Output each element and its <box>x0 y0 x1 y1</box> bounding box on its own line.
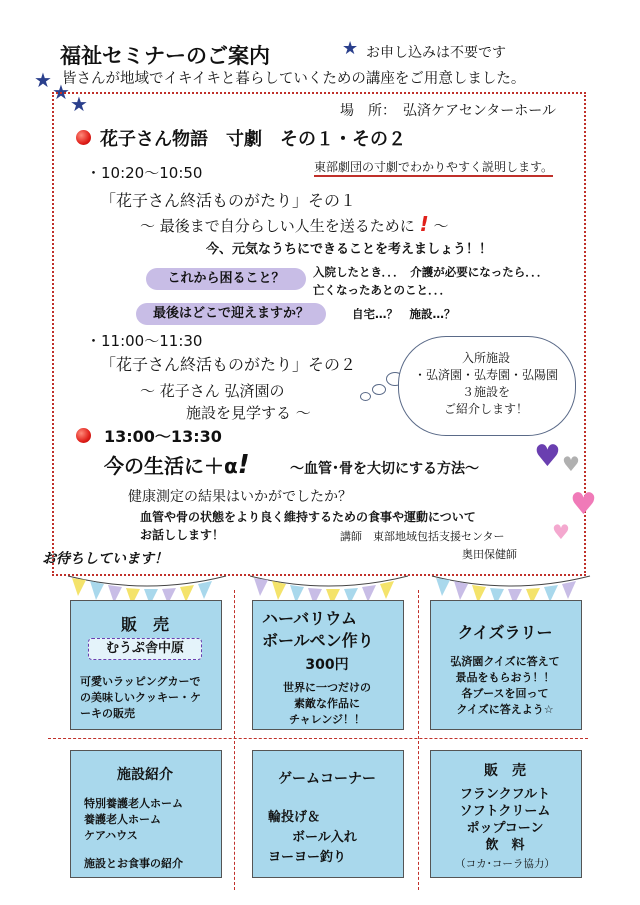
red-ball-icon <box>76 428 91 443</box>
time-1: ・10:20～10:50 <box>86 164 203 182</box>
booth-description: 特別養護老人ホーム 養護老人ホーム ケアハウス 施設とお食事の紹介 <box>84 797 183 870</box>
program2-title: 今の生活に＋α! <box>104 450 250 480</box>
program2-desc-2: お話しします！ <box>140 528 225 542</box>
no-application-note: お申し込みは不要です <box>366 45 506 61</box>
thought-bubble-dot <box>360 392 371 401</box>
divider-line <box>234 590 235 890</box>
booth-title: 販 売 <box>120 615 169 634</box>
star-icon: ★ <box>34 68 52 92</box>
lecturer-line-1: 講師 東部地域包括支援センター <box>340 530 505 543</box>
page-title: 福祉セミナーのご案内 <box>60 44 270 68</box>
play1-subtitle: ～ 最後まで自分らしい人生を送るために ! ～ <box>140 212 449 236</box>
red-ball-icon <box>76 130 91 145</box>
play1-title: 「花子さん終活ものがたり」その１ <box>100 191 357 210</box>
booth-title: クイズラリー <box>457 623 553 642</box>
booth-vendor: むうぷ舎中原 <box>88 638 202 660</box>
star-icon: ★ <box>70 92 88 116</box>
program1-note: 東部劇団の寸劇でわかりやすく説明します。 <box>314 158 553 177</box>
q2-answer: 自宅…？ 施設…？ <box>352 307 456 321</box>
booth-description: 弘済園クイズに答えて 景品をもらおう！！ 各ブースを回って クイズに答えよう☆ <box>450 655 560 716</box>
star-icon: ★ <box>342 38 359 59</box>
booth-description: 世界に一つだけの 素敵な作品に チャレンジ！！ <box>283 681 371 726</box>
heart-icon: ♥ <box>534 439 561 474</box>
heart-icon: ♥ <box>562 452 580 476</box>
venue: 場 所： 弘済ケアセンターホール <box>340 103 557 119</box>
intro-text: 皆さんが地域でイキイキと暮らしていくための講座をご用意しました。 <box>62 71 526 87</box>
booth-description: 輪投げ＆ ボール入れ ヨーヨー釣り <box>268 810 357 865</box>
program2-subtitle: ～血管･骨を大切にする方法～ <box>290 461 479 477</box>
booth-note: （コカ･コーラ協力） <box>455 858 555 870</box>
q1-answer-2: 亡くなったあとのこと．．． <box>313 283 451 297</box>
booth-description: 可愛いラッピングカーで の美味しいクッキー・ケ ーキの販売 <box>80 675 201 720</box>
booth-description: フランクフルト ソフトクリーム ポップコーン 飲 料 <box>459 787 551 853</box>
waiting-message: お待ちしています！ <box>42 551 168 567</box>
program1-title: 花子さん物語 寸劇 その１・その２ <box>100 129 406 150</box>
divider-line <box>48 738 588 739</box>
play2-subtitle-2: 施設を見学する ～ <box>186 404 311 422</box>
exclamation-icon: ! <box>237 450 250 480</box>
play2-title: 「花子さん終活ものがたり」その２ <box>100 355 357 374</box>
play2-subtitle-1: ～ 花子さん 弘済園の <box>140 382 285 400</box>
lecturer-line-2: 奥田保健師 <box>462 548 517 561</box>
heart-icon: ♥ <box>570 487 597 522</box>
thought-bubble-dot <box>372 384 386 395</box>
booth-title: 販 売 <box>484 763 526 779</box>
program2-question: 健康測定の結果はいかがでしたか？ <box>128 489 352 505</box>
question-pill-2: 最後はどこで迎えますか？ <box>136 303 326 325</box>
booth-title: 施設紹介 <box>117 767 173 783</box>
time-2: ・11:00～11:30 <box>86 332 203 350</box>
star-icon: ★ <box>52 80 70 104</box>
program2-desc-1: 血管や骨の状態をより良く維持するための食事や運動について <box>140 510 476 524</box>
cloud-text: 入所施設 ・弘済園・弘寿園・弘陽園 ３施設を ご紹介します！ <box>413 351 558 416</box>
play1-message: 今、元気なうちにできることを考えましょう！！ <box>206 242 493 257</box>
booth-title: ゲームコーナー <box>278 771 376 787</box>
program2-time: 13:00～13:30 <box>104 427 222 446</box>
exclamation-icon: ! <box>419 212 429 236</box>
booth-price: 300円 <box>305 657 349 673</box>
question-pill-1: これから困ること？ <box>146 268 306 290</box>
q1-answer-1: 入院したとき．．． 介護が必要になったら．．． <box>313 265 549 279</box>
booth-title: ハーバリウム ボールペン作り <box>262 609 374 650</box>
heart-icon: ♥ <box>552 520 570 544</box>
divider-line <box>418 590 419 890</box>
